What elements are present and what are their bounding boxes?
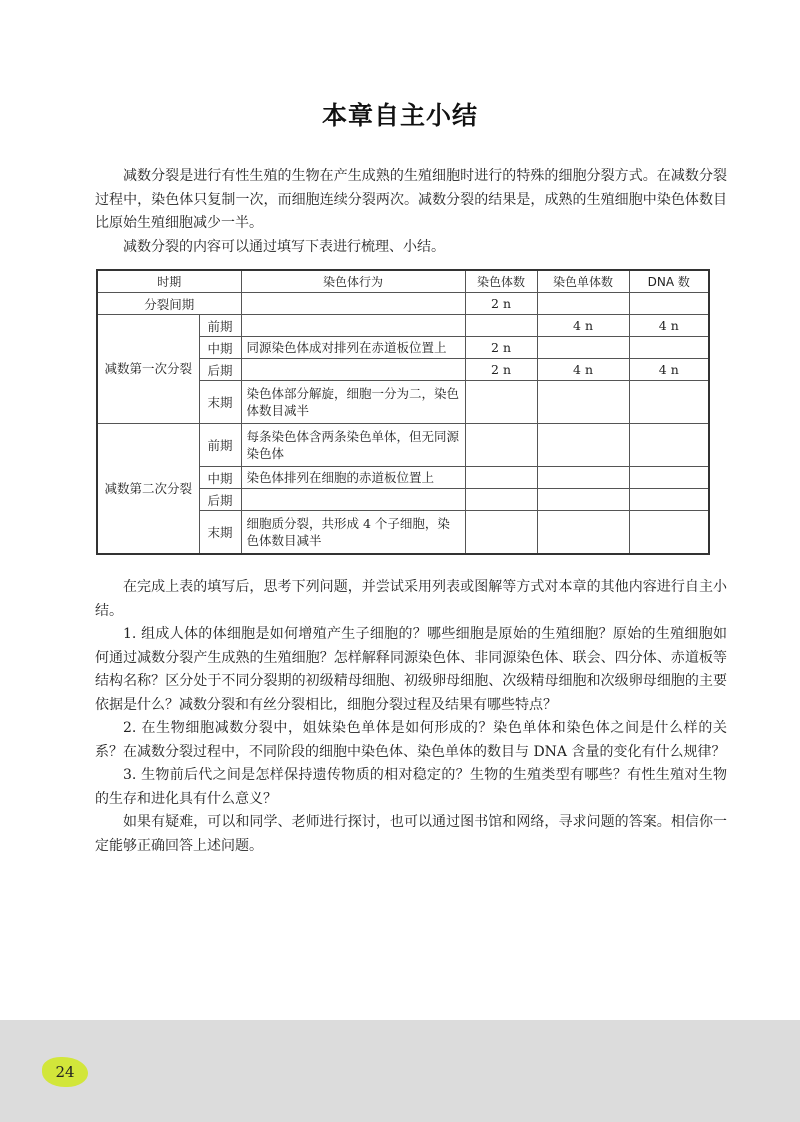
table-row: [97, 293, 709, 315]
behavior-cell: [241, 489, 465, 511]
closing-paragraph: 如果有疑难，可以和同学、老师进行探讨，也可以通过图书馆和网络，寻求问题的答案。相信你一定能够正确回答上述问题。: [95, 814, 727, 854]
header-chromatid: 染色单体数: [537, 270, 629, 293]
chromatid-cell: [537, 337, 629, 359]
table-header-row: [97, 270, 709, 293]
page-title: 本章自主小结: [321, 101, 478, 130]
dna-cell: [629, 337, 709, 359]
chromosome-cell: 2 n: [465, 337, 537, 359]
behavior-cell: 同源染色体成对排列在赤道板位置上: [241, 337, 465, 359]
intro-paragraph: 减数分裂的内容可以通过填写下表进行梳理、小结。: [123, 238, 445, 255]
header-period: 时期: [97, 270, 241, 293]
question-1: 1. 组成人体的体细胞是如何增殖产生子细胞的？哪些细胞是原始的生殖细胞？原始的生殖细胞如何通过减数分裂产生成熟的生殖细胞？怎样解释同源染色体、非同源染色体、联会、四分体、赤道板等结构名称？区分处于不同分裂期的初级精母细胞、初级卵母细胞、次级精母细胞和次级卵母细胞的主要依据是什么？减数分裂和有丝分裂相比，细胞分裂过程及结果有哪些特点？: [95, 626, 727, 713]
chromosome-cell: [465, 424, 537, 467]
stage-cell: 后期: [199, 359, 241, 381]
division1-label: 减数第一次分裂: [97, 315, 199, 424]
chromosome-cell: [465, 489, 537, 511]
question-2: 2. 在生物细胞减数分裂中，姐妹染色单体是如何形成的？染色单体和染色体之间是什么样的关系？在减数分裂过程中，不同阶段的细胞中染色体、染色单体的数目与 DNA 含量的变化有什么规律？: [95, 720, 727, 760]
chromosome-cell: 2 n: [465, 359, 537, 381]
footer-band: [0, 1020, 800, 1122]
header-chromosome: 染色体数: [465, 270, 537, 293]
dna-cell: 4 n: [629, 359, 709, 381]
behavior-cell: 每条染色体含两条染色单体，但无同源染色体: [241, 424, 465, 467]
question-3: 3. 生物前后代之间是怎样保持遗传物质的相对稳定的？生物的生殖类型有哪些？有性生殖对生物的生存和进化具有什么意义？: [95, 767, 727, 807]
behavior-cell: 染色体排列在细胞的赤道板位置上: [241, 467, 465, 489]
chromosome-cell: [465, 511, 537, 555]
dna-cell: [629, 293, 709, 315]
chromosome-cell: [465, 467, 537, 489]
chromosome-cell: [465, 315, 537, 337]
intro-paragraph: 减数分裂是进行有性生殖的生物在产生成熟的生殖细胞时进行的特殊的细胞分裂方式。在减数分裂过程中，染色体只复制一次，而细胞连续分裂两次。减数分裂的结果是，成熟的生殖细胞中染色体数目比原始生殖细胞减少一半。: [95, 168, 727, 231]
dna-cell: 4 n: [629, 315, 709, 337]
chromatid-cell: [537, 489, 629, 511]
dna-cell: [629, 489, 709, 511]
stage-cell: 后期: [199, 489, 241, 511]
chromosome-cell: [465, 381, 537, 424]
stage-cell: 末期: [199, 381, 241, 424]
stage-cell: 中期: [199, 337, 241, 359]
meiosis-summary-table: [96, 269, 710, 555]
stage-cell: 末期: [199, 511, 241, 555]
chromatid-cell: [537, 381, 629, 424]
table-row: [97, 315, 709, 337]
chromatid-cell: [537, 511, 629, 555]
body-paragraph: 在完成上表的填写后，思考下列问题，并尝试采用列表或图解等方式对本章的其他内容进行自主小结。: [95, 579, 727, 619]
behavior-cell: [241, 293, 465, 315]
header-dna: DNA 数: [629, 270, 709, 293]
dna-cell: [629, 424, 709, 467]
stage-cell: 前期: [199, 315, 241, 337]
dna-cell: [629, 511, 709, 555]
intro-text: [95, 165, 727, 259]
division2-label: 减数第二次分裂: [97, 424, 199, 555]
dna-cell: [629, 381, 709, 424]
chromatid-cell: 4 n: [537, 315, 629, 337]
chromatid-cell: [537, 424, 629, 467]
behavior-cell: [241, 359, 465, 381]
behavior-cell: 细胞质分裂，共形成 4 个子细胞，染色体数目减半: [241, 511, 465, 555]
interphase-label: 分裂间期: [97, 293, 241, 315]
chromatid-cell: [537, 467, 629, 489]
header-behavior: 染色体行为: [241, 270, 465, 293]
questions-text: [95, 576, 727, 858]
behavior-cell: [241, 315, 465, 337]
dna-cell: [629, 467, 709, 489]
chromosome-cell: 2 n: [465, 293, 537, 315]
chromatid-cell: 4 n: [537, 359, 629, 381]
stage-cell: 前期: [199, 424, 241, 467]
stage-cell: 中期: [199, 467, 241, 489]
behavior-cell: 染色体部分解旋，细胞一分为二，染色体数目减半: [241, 381, 465, 424]
chromatid-cell: [537, 293, 629, 315]
page-number: 24: [42, 1057, 88, 1087]
table-row: [97, 424, 709, 467]
